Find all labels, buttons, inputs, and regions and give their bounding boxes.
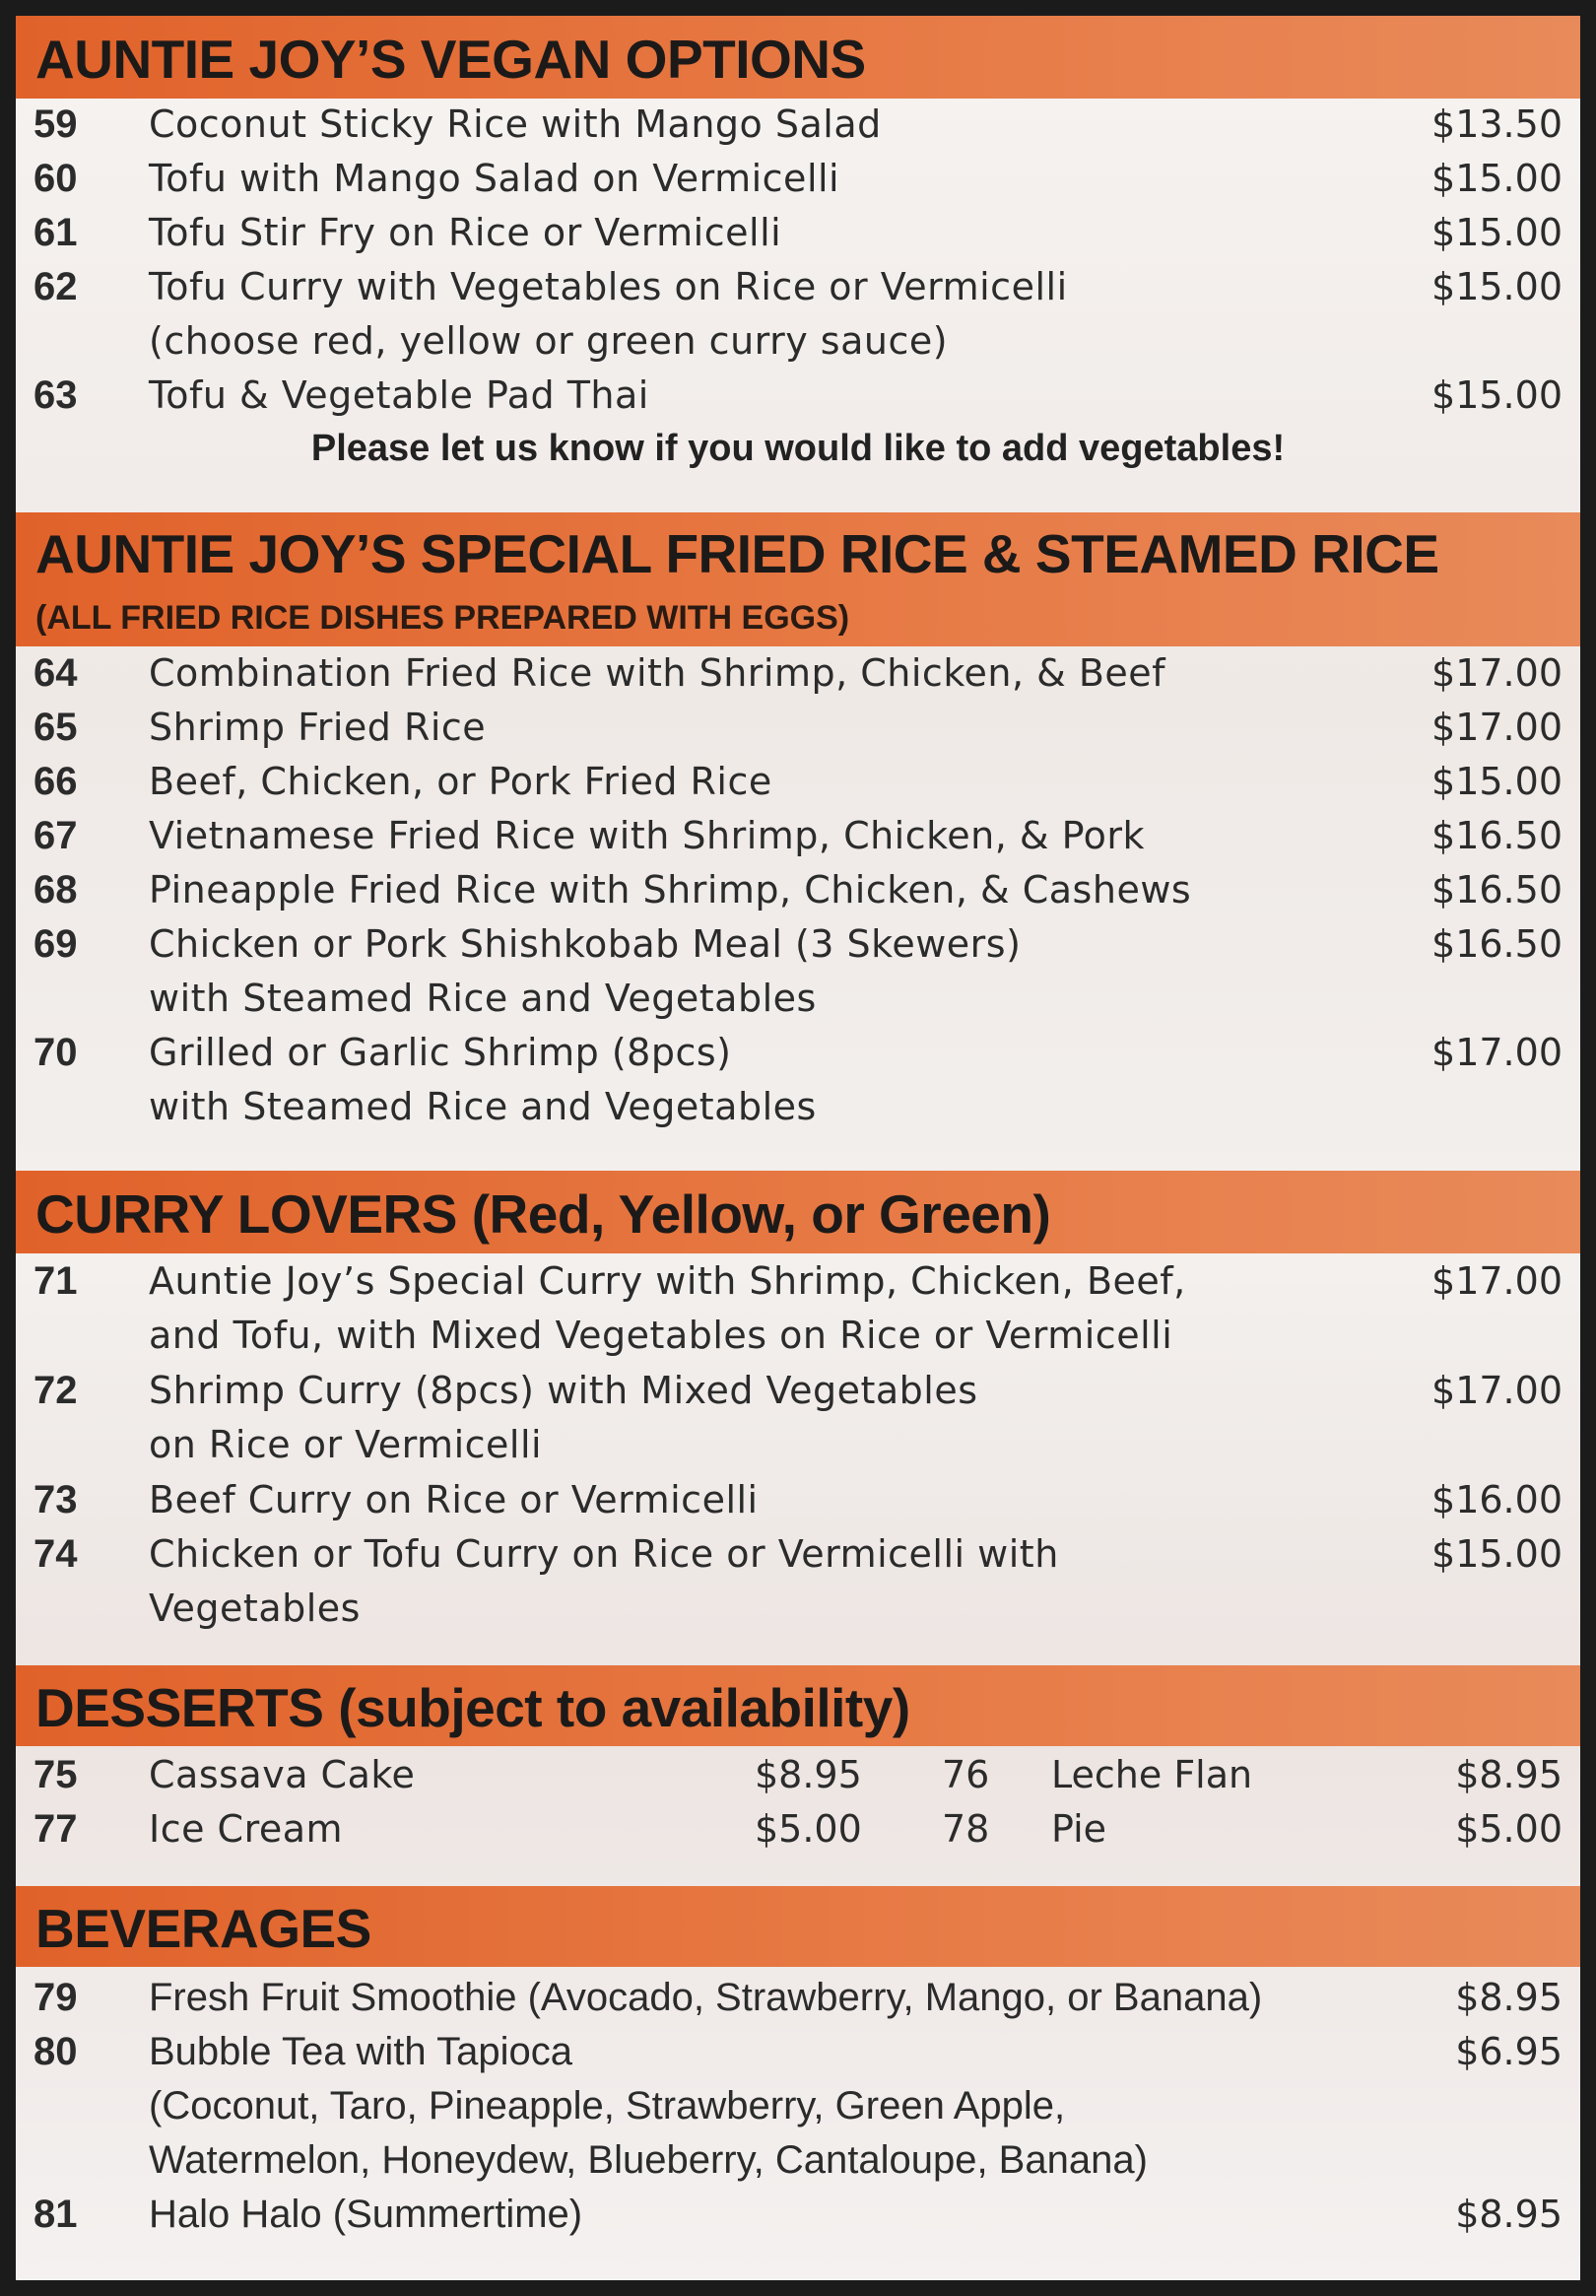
item-price: $8.95 [1455, 2193, 1563, 2236]
menu-item [16, 706, 1580, 760]
item-name: Chicken or Pork Shishkobab Meal (3 Skewers) [149, 922, 1022, 966]
item-name: Combination Fried Rice with Shrimp, Chicken, & Beef [149, 651, 1166, 695]
item-price: $15.00 [1431, 265, 1563, 308]
menu-item [16, 265, 1580, 319]
item-price: $8.95 [755, 1753, 862, 1796]
item-number: 80 [33, 2030, 78, 2073]
menu-item [16, 760, 1580, 814]
item-name: Bubble Tea with Tapioca [149, 2030, 572, 2073]
item-name-line3: Watermelon, Honeydew, Blueberry, Cantaloupe, Banana) [149, 2138, 1148, 2182]
item-number: 63 [33, 373, 78, 417]
curry-header-band [16, 1171, 1580, 1253]
item-price: $15.00 [1431, 760, 1563, 803]
item-number: 59 [33, 102, 78, 146]
item-price: $13.50 [1431, 102, 1563, 146]
item-price: $16.50 [1431, 922, 1563, 966]
desserts-title: DESSERTS (subject to availability) [35, 1677, 910, 1738]
dessert-row [16, 1753, 1580, 1807]
menu-item [16, 1976, 1580, 2030]
item-number: 71 [33, 1259, 78, 1303]
item-number: 75 [33, 1753, 78, 1796]
menu-item [16, 1031, 1580, 1085]
item-number: 70 [33, 1031, 78, 1074]
menu-item [16, 2193, 1580, 2247]
vegan-note: Please let us know if you would like to add vegetables! [310, 428, 1286, 469]
item-name: Beef Curry on Rice or Vermicelli [149, 1478, 759, 1521]
item-price: $16.50 [1431, 814, 1563, 857]
item-name: Vietnamese Fried Rice with Shrimp, Chicken, & Pork [149, 814, 1146, 857]
beverages-title: BEVERAGES [35, 1898, 371, 1959]
menu-item [16, 1478, 1580, 1532]
item-number: 73 [33, 1478, 78, 1521]
desserts-header-band [16, 1665, 1580, 1746]
curry-title: CURRY LOVERS (Red, Yellow, or Green) [35, 1183, 1051, 1245]
item-name: Pineapple Fried Rice with Shrimp, Chicken, & Cashews [149, 868, 1192, 912]
item-price: $5.00 [755, 1807, 862, 1851]
menu-item [16, 651, 1580, 706]
item-name: Tofu Stir Fry on Rice or Vermicelli [149, 211, 782, 254]
item-number: 72 [33, 1369, 78, 1412]
item-name: Halo Halo (Summertime) [149, 2193, 583, 2236]
menu-item-continued [16, 2138, 1580, 2193]
item-name-line2: on Rice or Vermicelli [149, 1423, 543, 1466]
item-name: Shrimp Fried Rice [149, 706, 487, 749]
vegan-title: AUNTIE JOY’S VEGAN OPTIONS [35, 29, 866, 90]
item-name: Beef, Chicken, or Pork Fried Rice [149, 760, 772, 803]
menu-item [16, 211, 1580, 265]
vegan-header-band [16, 16, 1580, 99]
menu-item [16, 102, 1580, 157]
menu-item-continued [16, 319, 1580, 373]
menu-item [16, 157, 1580, 211]
item-name-line2: with Steamed Rice and Vegetables [149, 977, 817, 1020]
item-number: 76 [942, 1753, 990, 1796]
menu-page [16, 16, 1580, 2280]
menu-item [16, 2030, 1580, 2084]
item-name-line2: (choose red, yellow or green curry sauce) [149, 319, 949, 363]
item-price: $8.95 [1455, 1976, 1563, 2019]
item-price: $15.00 [1431, 157, 1563, 200]
item-price: $17.00 [1431, 706, 1563, 749]
item-price: $15.00 [1431, 373, 1563, 417]
menu-item-continued [16, 977, 1580, 1031]
item-name: Leche Flan [1051, 1753, 1253, 1796]
item-number: 62 [33, 265, 78, 308]
menu-item [16, 373, 1580, 428]
item-price: $8.95 [1455, 1753, 1563, 1796]
item-name: Coconut Sticky Rice with Mango Salad [149, 102, 882, 146]
menu-item [16, 814, 1580, 868]
item-name: Tofu & Vegetable Pad Thai [149, 373, 649, 417]
item-number: 61 [33, 211, 78, 254]
item-number: 66 [33, 760, 78, 803]
item-number: 69 [33, 922, 78, 966]
item-price: $16.50 [1431, 868, 1563, 912]
item-name-line2: (Coconut, Taro, Pineapple, Strawberry, Green Apple, [149, 2084, 1066, 2127]
item-price: $16.00 [1431, 1478, 1563, 1521]
item-name: Grilled or Garlic Shrimp (8pcs) [149, 1031, 732, 1074]
menu-item [16, 1259, 1580, 1314]
item-price: $17.00 [1431, 1259, 1563, 1303]
item-number: 68 [33, 868, 78, 912]
item-number: 64 [33, 651, 78, 695]
item-name-line2: and Tofu, with Mixed Vegetables on Rice or Vermicelli [149, 1314, 1173, 1357]
item-number: 65 [33, 706, 78, 749]
item-name: Tofu with Mango Salad on Vermicelli [149, 157, 840, 200]
item-name: Chicken or Tofu Curry on Rice or Vermicelli with [149, 1532, 1059, 1576]
dessert-row [16, 1807, 1580, 1861]
menu-item [16, 922, 1580, 977]
item-name-line2: Vegetables [149, 1587, 361, 1630]
menu-item-continued [16, 2084, 1580, 2138]
item-name: Pie [1051, 1807, 1107, 1851]
item-number: 67 [33, 814, 78, 857]
item-number: 81 [33, 2193, 78, 2236]
item-number: 79 [33, 1976, 78, 2019]
item-name: Shrimp Curry (8pcs) with Mixed Vegetables [149, 1369, 978, 1412]
beverages-header-band [16, 1886, 1580, 1967]
menu-item-continued [16, 1085, 1580, 1139]
menu-item [16, 1532, 1580, 1587]
item-price: $15.00 [1431, 211, 1563, 254]
item-name-line2: with Steamed Rice and Vegetables [149, 1085, 817, 1128]
item-price: $6.95 [1455, 2030, 1563, 2073]
item-number: 60 [33, 157, 78, 200]
menu-item [16, 1369, 1580, 1423]
menu-item-continued [16, 1423, 1580, 1477]
fried-rice-header-band [16, 512, 1580, 646]
item-number: 74 [33, 1532, 78, 1576]
item-price: $17.00 [1431, 1031, 1563, 1074]
item-price: $17.00 [1431, 651, 1563, 695]
menu-item [16, 868, 1580, 922]
item-name: Tofu Curry with Vegetables on Rice or Vermicelli [149, 265, 1068, 308]
fried-rice-title: AUNTIE JOY’S SPECIAL FRIED RICE & STEAMED RICE [35, 523, 1439, 584]
item-number: 78 [942, 1807, 990, 1851]
item-name: Auntie Joy’s Special Curry with Shrimp, Chicken, Beef, [149, 1259, 1186, 1303]
fried-rice-subtitle: (ALL FRIED RICE DISHES PREPARED WITH EGGS) [35, 599, 850, 637]
menu-item-continued [16, 1314, 1580, 1368]
item-price: $15.00 [1431, 1532, 1563, 1576]
item-price: $5.00 [1455, 1807, 1563, 1851]
menu-item-continued [16, 1587, 1580, 1641]
item-number: 77 [33, 1807, 78, 1851]
item-name: Fresh Fruit Smoothie (Avocado, Strawberry, Mango, or Banana) [149, 1976, 1263, 2019]
item-name: Cassava Cake [149, 1753, 416, 1796]
item-price: $17.00 [1431, 1369, 1563, 1412]
item-name: Ice Cream [149, 1807, 344, 1851]
